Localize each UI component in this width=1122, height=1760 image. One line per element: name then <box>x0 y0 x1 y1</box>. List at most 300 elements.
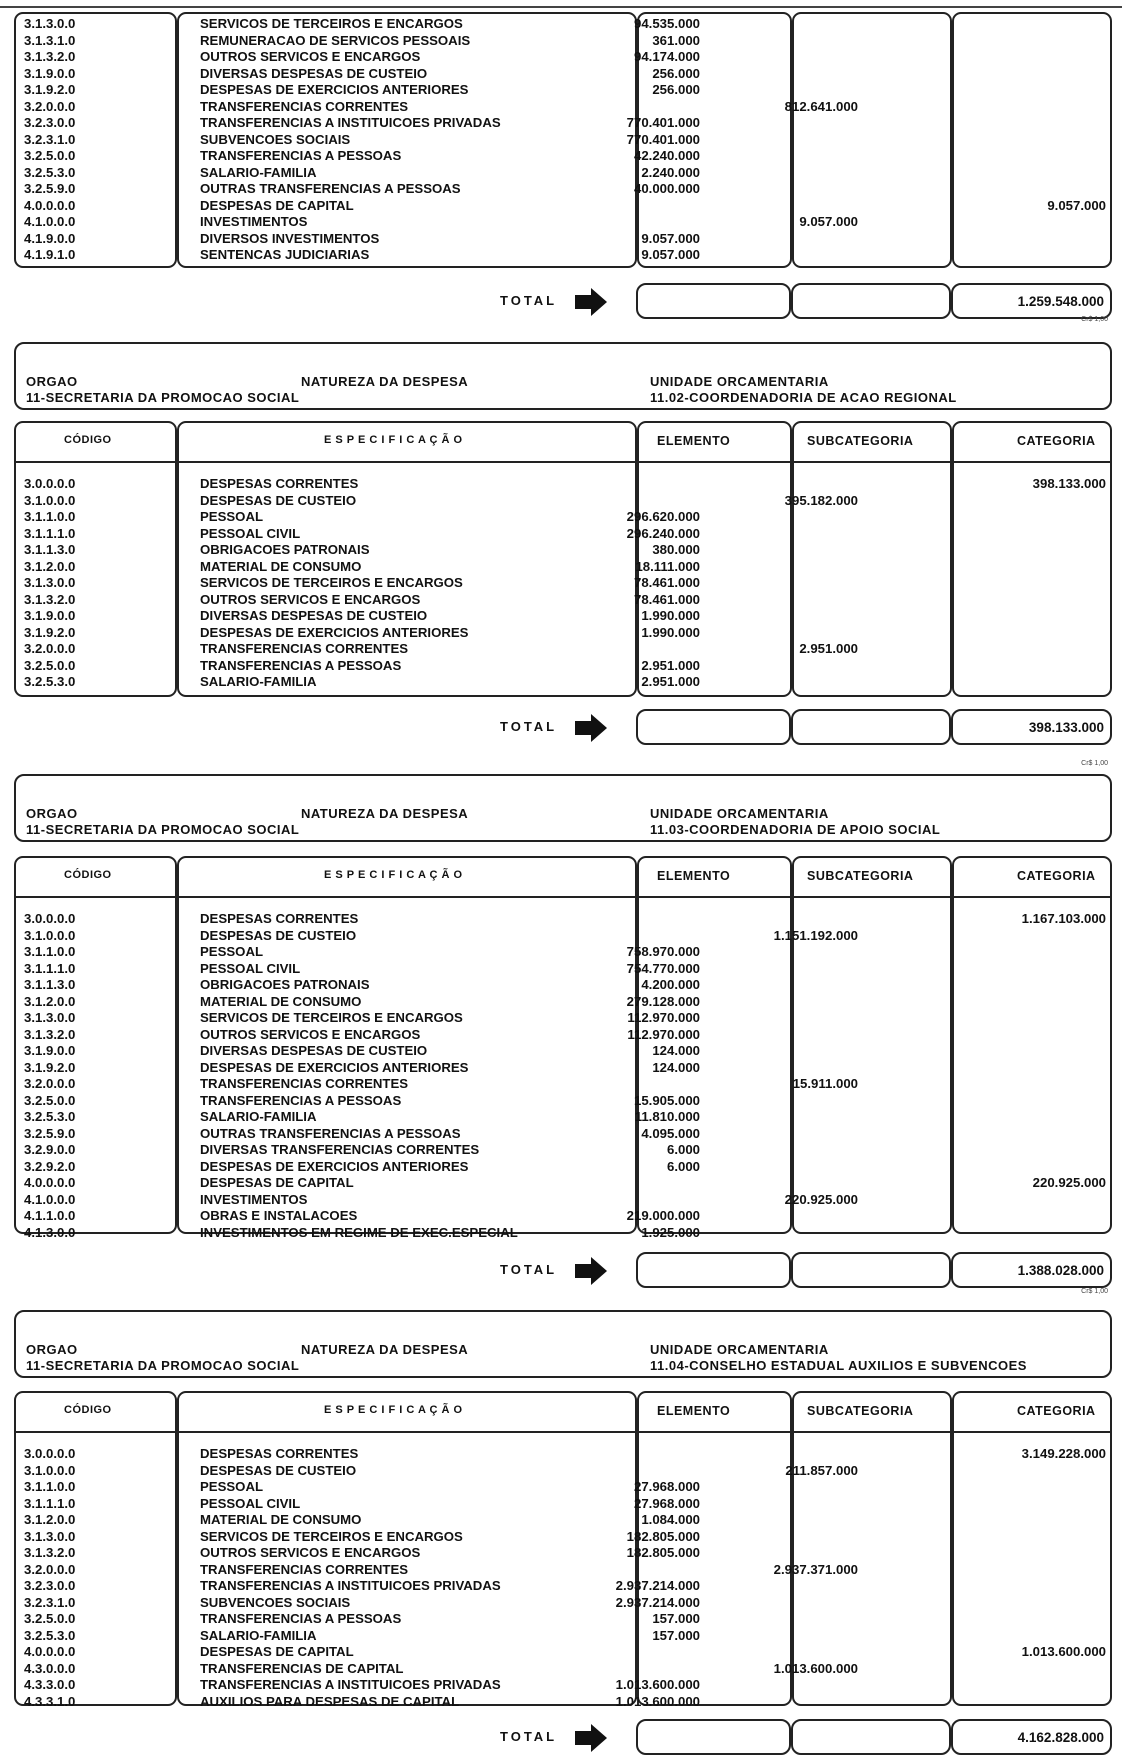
elemento-cell: 157.000 <box>652 1627 700 1643</box>
categoria-cell: 398.133.000 <box>1032 476 1106 491</box>
codigo-cell: 3.1.0.0.0 <box>24 1462 76 1478</box>
table-row <box>14 214 1112 231</box>
especificacao-cell: INVESTIMENTOS <box>200 214 308 229</box>
table-row <box>14 1496 1112 1513</box>
especificacao-cell: SUBVENCOES SOCIAIS <box>200 1594 351 1610</box>
codigo-cell: 3.1.9.0.0 <box>24 1043 76 1058</box>
elemento-cell: 380.000 <box>652 542 700 557</box>
codigo-cell: 4.1.0.0.0 <box>24 1191 76 1207</box>
especificacao-cell: DESPESAS DE CUSTEIO <box>200 1462 357 1478</box>
codigo-cell: 3.1.3.1.0 <box>24 32 76 48</box>
especificacao-cell: TRANSFERENCIAS A PESSOAS <box>200 1611 402 1626</box>
table-row <box>14 1644 1112 1661</box>
elemento-cell: 754.770.000 <box>626 960 700 976</box>
especificacao-cell: DESPESAS DE CAPITAL <box>200 1644 354 1659</box>
codigo-cell: 3.1.3.0.0 <box>24 16 76 31</box>
codigo-cell: 3.1.3.0.0 <box>24 1010 76 1025</box>
codigo-cell: 4.1.9.0.0 <box>24 230 76 246</box>
elemento-cell: 256.000 <box>652 82 700 97</box>
table-row <box>14 911 1112 928</box>
codigo-cell: 3.1.3.0.0 <box>24 575 76 590</box>
table-body <box>14 911 1112 1241</box>
table-row <box>14 1628 1112 1645</box>
elemento-cell: 157.000 <box>652 1611 700 1626</box>
codigo-cell: 3.1.3.0.0 <box>24 1528 76 1544</box>
table-row <box>14 641 1112 658</box>
codigo-cell: 3.1.3.2.0 <box>24 1545 76 1560</box>
elemento-cell: 15.905.000 <box>633 1092 700 1108</box>
section-header-box <box>14 342 1112 410</box>
especificacao-cell: PESSOAL <box>200 1479 264 1494</box>
especificacao-cell: TRANSFERENCIAS A PESSOAS <box>200 148 402 163</box>
codigo-cell: 3.2.0.0.0 <box>24 1561 76 1577</box>
table-row <box>14 1661 1112 1678</box>
codigo-cell: 4.3.0.0.0 <box>24 1660 76 1676</box>
table-row <box>14 1446 1112 1463</box>
elemento-cell: 11.810.000 <box>634 1109 700 1124</box>
especificacao-cell: DESPESAS DE EXERCICIOS ANTERIORES <box>200 1059 469 1075</box>
total-line <box>0 283 1122 323</box>
table-row <box>14 944 1112 961</box>
especificacao-cell: DESPESAS DE EXERCICIOS ANTERIORES <box>200 82 469 97</box>
codigo-cell: 3.2.0.0.0 <box>24 641 76 656</box>
elemento-cell: 1.990.000 <box>641 608 700 623</box>
elemento-cell: 279.128.000 <box>626 993 700 1009</box>
especificacao-cell: SERVICOS DE TERCEIROS E ENCARGOS <box>200 1528 463 1544</box>
header-categoria: CATEGORIA <box>1017 869 1096 883</box>
elemento-cell: 112.970.000 <box>627 1026 700 1042</box>
total-value: 4.162.828.000 <box>951 1719 1112 1755</box>
table-row <box>14 1109 1112 1126</box>
total-label: TOTAL <box>500 1729 558 1744</box>
table-row <box>14 1175 1112 1192</box>
header-codigo: CÓDIGO <box>64 434 112 446</box>
elemento-cell: 219.000.000 <box>626 1208 700 1223</box>
codigo-cell: 3.1.1.3.0 <box>24 542 76 557</box>
subcategoria-cell: 1.013.600.000 <box>773 1660 858 1676</box>
subcategoria-cell: 220.925.000 <box>784 1191 858 1207</box>
elemento-cell: 40.000.000 <box>633 181 700 196</box>
codigo-cell: 3.1.2.0.0 <box>24 558 76 574</box>
codigo-cell: 3.2.9.0.0 <box>24 1142 76 1157</box>
table-row <box>14 1578 1112 1595</box>
especificacao-cell: TRANSFERENCIAS DE CAPITAL <box>200 1660 404 1676</box>
elemento-cell: 2.951.000 <box>641 657 700 673</box>
elemento-cell: 296.620.000 <box>626 509 700 524</box>
especificacao-cell: AUXILIOS PARA DESPESAS DE CAPITAL <box>200 1693 460 1709</box>
codigo-cell: 3.2.5.0.0 <box>24 657 76 673</box>
elemento-cell: 9.057.000 <box>641 230 700 246</box>
elemento-cell: 94.535.000 <box>633 16 700 31</box>
arrow-right-icon <box>575 1257 609 1285</box>
table-row <box>14 1208 1112 1225</box>
especificacao-cell: SERVICOS DE TERCEIROS E ENCARGOS <box>200 575 463 590</box>
table-row <box>14 542 1112 559</box>
natureza-label: NATUREZA DA DESPESA <box>301 1342 469 1357</box>
codigo-cell: 3.1.1.0.0 <box>24 509 76 524</box>
unidade-value: 11.04-CONSELHO ESTADUAL AUXILIOS E SUBVENCOES <box>650 1358 1027 1373</box>
table-row <box>14 1545 1112 1562</box>
elemento-cell: 758.970.000 <box>626 944 700 959</box>
table-row <box>14 198 1112 215</box>
codigo-cell: 4.1.1.0.0 <box>24 1208 76 1223</box>
unidade-label: UNIDADE ORCAMENTARIA <box>650 1342 829 1357</box>
total-label: TOTAL <box>500 1262 558 1277</box>
codigo-cell: 4.1.3.0.0 <box>24 1224 76 1240</box>
orgao-value: 11-SECRETARIA DA PROMOCAO SOCIAL <box>26 390 300 405</box>
table-row <box>14 82 1112 99</box>
especificacao-cell: REMUNERACAO DE SERVICOS PESSOAIS <box>200 32 471 48</box>
especificacao-cell: OUTROS SERVICOS E ENCARGOS <box>200 1545 421 1560</box>
elemento-cell: 18.111.000 <box>635 558 700 574</box>
header-elemento: ELEMENTO <box>657 869 731 883</box>
total-line <box>0 1252 1122 1292</box>
elemento-cell: 256.000 <box>652 65 700 81</box>
categoria-cell: 1.167.103.000 <box>1021 911 1106 926</box>
especificacao-cell: DESPESAS CORRENTES <box>200 911 359 926</box>
table-header-row <box>14 1391 1112 1431</box>
table-row <box>14 148 1112 165</box>
header-especificacao: E S P E C I F I C A Ç Ã O <box>324 434 463 446</box>
codigo-cell: 3.2.5.3.0 <box>24 1109 76 1124</box>
table-row <box>14 99 1112 116</box>
table-row <box>14 592 1112 609</box>
codigo-cell: 3.2.0.0.0 <box>24 98 76 114</box>
unidade-value: 11.03-COORDENADORIA DE APOIO SOCIAL <box>650 822 941 837</box>
codigo-cell: 3.2.3.0.0 <box>24 1578 76 1593</box>
table-row <box>14 165 1112 182</box>
table-row <box>14 994 1112 1011</box>
codigo-cell: 3.2.3.0.0 <box>24 115 76 130</box>
codigo-cell: 4.1.9.1.0 <box>24 247 76 262</box>
codigo-cell: 3.1.1.3.0 <box>24 977 76 992</box>
especificacao-cell: DESPESAS DE EXERCICIOS ANTERIORES <box>200 624 469 640</box>
especificacao-cell: TRANSFERENCIAS A INSTITUICOES PRIVADAS <box>200 115 501 130</box>
table-row <box>14 1060 1112 1077</box>
table-row <box>14 575 1112 592</box>
header-especificacao: E S P E C I F I C A Ç Ã O <box>324 869 463 881</box>
especificacao-cell: DESPESAS CORRENTES <box>200 1446 359 1461</box>
especificacao-cell: DIVERSOS INVESTIMENTOS <box>200 230 380 246</box>
elemento-cell: 296.240.000 <box>626 525 700 541</box>
total-box-subcategoria <box>791 709 951 745</box>
table-row <box>14 49 1112 66</box>
table-row <box>14 608 1112 625</box>
especificacao-cell: DESPESAS DE CUSTEIO <box>200 927 357 943</box>
especificacao-cell: SALARIO-FAMILIA <box>200 1109 317 1124</box>
elemento-cell: 42.240.000 <box>633 148 700 163</box>
header-divider <box>14 461 1112 463</box>
elemento-cell: 4.095.000 <box>641 1125 700 1141</box>
subcategoria-cell: 395.182.000 <box>784 492 858 508</box>
codigo-cell: 3.2.5.0.0 <box>24 1092 76 1108</box>
table-row <box>14 1562 1112 1579</box>
especificacao-cell: SERVICOS DE TERCEIROS E ENCARGOS <box>200 1010 463 1025</box>
table-row <box>14 509 1112 526</box>
header-subcategoria: SUBCATEGORIA <box>807 869 914 883</box>
table-body <box>14 476 1112 691</box>
budget-table <box>14 1391 1112 1709</box>
categoria-cell: 3.149.228.000 <box>1021 1446 1106 1461</box>
orgao-label: ORGAO <box>26 1342 78 1357</box>
especificacao-cell: SALARIO-FAMILIA <box>200 674 317 689</box>
arrow-right-icon <box>575 714 609 742</box>
total-box-subcategoria <box>791 283 951 319</box>
codigo-cell: 3.1.1.1.0 <box>24 960 76 976</box>
top-rule <box>0 6 1122 8</box>
total-box-elemento <box>636 1719 791 1755</box>
header-especificacao: E S P E C I F I C A Ç Ã O <box>324 1404 463 1416</box>
elemento-cell: 182.805.000 <box>626 1528 700 1544</box>
elemento-cell: 9.057.000 <box>641 247 700 262</box>
section-header-box <box>14 774 1112 842</box>
table-body <box>14 16 1112 264</box>
codigo-cell: 3.2.5.0.0 <box>24 148 76 163</box>
elemento-cell: 1.013.600.000 <box>615 1693 700 1709</box>
especificacao-cell: INVESTIMENTOS <box>200 1191 308 1207</box>
unidade-value: 11.02-COORDENADORIA DE ACAO REGIONAL <box>650 390 957 405</box>
especificacao-cell: DIVERSAS TRANSFERENCIAS CORRENTES <box>200 1142 480 1157</box>
table-row <box>14 1479 1112 1496</box>
codigo-cell: 3.1.9.2.0 <box>24 82 76 97</box>
especificacao-cell: PESSOAL <box>200 509 264 524</box>
total-line <box>0 709 1122 749</box>
especificacao-cell: OUTRAS TRANSFERENCIAS A PESSOAS <box>200 181 461 196</box>
elemento-cell: 2.937.214.000 <box>615 1594 700 1610</box>
total-box-subcategoria <box>791 1719 951 1755</box>
total-line <box>0 1719 1122 1759</box>
especificacao-cell: SALARIO-FAMILIA <box>200 164 317 180</box>
codigo-cell: 3.2.9.2.0 <box>24 1158 76 1174</box>
table-row <box>14 1225 1112 1242</box>
elemento-cell: 124.000 <box>652 1059 700 1075</box>
total-box-subcategoria <box>791 1252 951 1288</box>
codigo-cell: 3.1.3.2.0 <box>24 591 76 607</box>
table-body <box>14 1446 1112 1710</box>
table-row <box>14 526 1112 543</box>
categoria-cell: 220.925.000 <box>1032 1175 1106 1190</box>
especificacao-cell: DESPESAS CORRENTES <box>200 476 359 491</box>
codigo-cell: 4.1.0.0.0 <box>24 214 76 229</box>
especificacao-cell: PESSOAL CIVIL <box>200 960 301 976</box>
codigo-cell: 3.2.3.1.0 <box>24 131 76 147</box>
arrow-right-icon <box>575 288 609 316</box>
table-row <box>14 961 1112 978</box>
elemento-cell: 78.461.000 <box>633 591 700 607</box>
table-row <box>14 231 1112 248</box>
elemento-cell: 2.951.000 <box>641 674 700 689</box>
elemento-cell: 1.925.000 <box>641 1224 700 1240</box>
table-row <box>14 1192 1112 1209</box>
elemento-cell: 182.805.000 <box>626 1545 700 1560</box>
codigo-cell: 3.1.9.0.0 <box>24 608 76 623</box>
especificacao-cell: OUTROS SERVICOS E ENCARGOS <box>200 591 421 607</box>
elemento-cell: 770.401.000 <box>626 115 700 130</box>
header-divider <box>14 1431 1112 1433</box>
table-row <box>14 115 1112 132</box>
especificacao-cell: OBRIGACOES PATRONAIS <box>200 977 370 992</box>
table-row <box>14 1529 1112 1546</box>
especificacao-cell: TRANSFERENCIAS A PESSOAS <box>200 657 402 673</box>
table-row <box>14 1595 1112 1612</box>
currency-unit: Cr$ 1,00 <box>1081 316 1108 323</box>
budget-table <box>14 856 1112 1240</box>
elemento-cell: 4.200.000 <box>641 977 700 992</box>
table-row <box>14 1043 1112 1060</box>
subcategoria-cell: 1.151.192.000 <box>773 927 858 943</box>
header-elemento: ELEMENTO <box>657 434 731 448</box>
table-row <box>14 33 1112 50</box>
codigo-cell: 3.1.1.0.0 <box>24 944 76 959</box>
unidade-label: UNIDADE ORCAMENTARIA <box>650 374 829 389</box>
table-row <box>14 476 1112 493</box>
elemento-cell: 2.240.000 <box>641 164 700 180</box>
especificacao-cell: TRANSFERENCIAS CORRENTES <box>200 641 409 656</box>
elemento-cell: 27.968.000 <box>633 1479 700 1494</box>
total-box-elemento <box>636 709 791 745</box>
orgao-value: 11-SECRETARIA DA PROMOCAO SOCIAL <box>26 1358 300 1373</box>
table-row <box>14 1611 1112 1628</box>
especificacao-cell: TRANSFERENCIAS A INSTITUICOES PRIVADAS <box>200 1677 501 1692</box>
codigo-cell: 3.1.1.0.0 <box>24 1479 76 1494</box>
subcategoria-cell: 2.937.371.000 <box>773 1561 858 1577</box>
especificacao-cell: SERVICOS DE TERCEIROS E ENCARGOS <box>200 16 463 31</box>
especificacao-cell: TRANSFERENCIAS CORRENTES <box>200 98 409 114</box>
codigo-cell: 4.3.3.1.0 <box>24 1693 76 1709</box>
header-elemento: ELEMENTO <box>657 1404 731 1418</box>
total-value: 1.388.028.000 <box>951 1252 1112 1288</box>
elemento-cell: 1.084.000 <box>641 1512 700 1527</box>
table-row <box>14 1093 1112 1110</box>
elemento-cell: 770.401.000 <box>626 131 700 147</box>
codigo-cell: 3.2.3.1.0 <box>24 1594 76 1610</box>
table-row <box>14 1694 1112 1711</box>
subcategoria-cell: 812.641.000 <box>784 98 858 114</box>
especificacao-cell: PESSOAL <box>200 944 264 959</box>
codigo-cell: 3.0.0.0.0 <box>24 1446 76 1461</box>
header-categoria: CATEGORIA <box>1017 434 1096 448</box>
codigo-cell: 3.1.1.1.0 <box>24 1495 76 1511</box>
table-row <box>14 658 1112 675</box>
natureza-label: NATUREZA DA DESPESA <box>301 806 469 821</box>
codigo-cell: 4.0.0.0.0 <box>24 1175 76 1190</box>
table-row <box>14 1010 1112 1027</box>
categoria-cell: 1.013.600.000 <box>1021 1644 1106 1659</box>
codigo-cell: 3.0.0.0.0 <box>24 476 76 491</box>
table-row <box>14 181 1112 198</box>
especificacao-cell: OUTROS SERVICOS E ENCARGOS <box>200 1026 421 1042</box>
table-row <box>14 977 1112 994</box>
especificacao-cell: DESPESAS DE EXERCICIOS ANTERIORES <box>200 1158 469 1174</box>
table-row <box>14 1512 1112 1529</box>
table-row <box>14 66 1112 83</box>
elemento-cell: 27.968.000 <box>633 1495 700 1511</box>
table-row <box>14 625 1112 642</box>
codigo-cell: 3.1.9.2.0 <box>24 624 76 640</box>
codigo-cell: 3.1.2.0.0 <box>24 993 76 1009</box>
elemento-cell: 1.990.000 <box>641 624 700 640</box>
especificacao-cell: TRANSFERENCIAS A INSTITUICOES PRIVADAS <box>200 1578 501 1593</box>
especificacao-cell: SUBVENCOES SOCIAIS <box>200 131 351 147</box>
especificacao-cell: PESSOAL CIVIL <box>200 525 301 541</box>
codigo-cell: 3.1.0.0.0 <box>24 927 76 943</box>
subcategoria-cell: 211.857.000 <box>785 1462 858 1478</box>
header-subcategoria: SUBCATEGORIA <box>807 434 914 448</box>
total-label: TOTAL <box>500 293 558 308</box>
table-row <box>14 1076 1112 1093</box>
table-row <box>14 1159 1112 1176</box>
header-codigo: CÓDIGO <box>64 1404 112 1416</box>
codigo-cell: 3.2.5.3.0 <box>24 164 76 180</box>
total-value: 398.133.000 <box>951 709 1112 745</box>
total-box-elemento <box>636 1252 791 1288</box>
currency-unit: Cr$ 1,00 <box>1081 760 1108 767</box>
especificacao-cell: DIVERSAS DESPESAS DE CUSTEIO <box>200 65 428 81</box>
codigo-cell: 3.2.5.3.0 <box>24 674 76 689</box>
elemento-cell: 94.174.000 <box>633 49 700 64</box>
natureza-label: NATUREZA DA DESPESA <box>301 374 469 389</box>
table-row <box>14 559 1112 576</box>
especificacao-cell: INVESTIMENTOS EM REGIME DE EXEC.ESPECIAL <box>200 1224 518 1240</box>
codigo-cell: 3.2.0.0.0 <box>24 1076 76 1091</box>
budget-table <box>14 421 1112 697</box>
especificacao-cell: TRANSFERENCIAS CORRENTES <box>200 1076 409 1091</box>
especificacao-cell: SENTENCAS JUDICIARIAS <box>200 247 370 262</box>
codigo-cell: 3.2.5.0.0 <box>24 1611 76 1626</box>
subcategoria-cell: 2.951.000 <box>799 641 858 656</box>
elemento-cell: 78.461.000 <box>633 575 700 590</box>
especificacao-cell: SALARIO-FAMILIA <box>200 1627 317 1643</box>
table-row <box>14 16 1112 33</box>
especificacao-cell: DESPESAS DE CAPITAL <box>200 197 354 213</box>
total-box-elemento <box>636 283 791 319</box>
orgao-value: 11-SECRETARIA DA PROMOCAO SOCIAL <box>26 822 300 837</box>
elemento-cell: 124.000 <box>652 1043 700 1058</box>
codigo-cell: 3.0.0.0.0 <box>24 911 76 926</box>
table-row <box>14 493 1112 510</box>
especificacao-cell: OUTRAS TRANSFERENCIAS A PESSOAS <box>200 1125 461 1141</box>
budget-table <box>14 12 1112 268</box>
currency-unit: Cr$ 1,00 <box>1081 1288 1108 1295</box>
subcategoria-cell: 9.057.000 <box>799 214 858 229</box>
especificacao-cell: OBRIGACOES PATRONAIS <box>200 542 370 557</box>
total-value: 1.259.548.000 <box>951 283 1112 319</box>
especificacao-cell: TRANSFERENCIAS A PESSOAS <box>200 1092 402 1108</box>
especificacao-cell: MATERIAL DE CONSUMO <box>200 1512 362 1527</box>
subcategoria-cell: 15.911.000 <box>792 1076 858 1091</box>
header-categoria: CATEGORIA <box>1017 1404 1096 1418</box>
especificacao-cell: DIVERSAS DESPESAS DE CUSTEIO <box>200 1043 428 1058</box>
section-header-box <box>14 1310 1112 1378</box>
elemento-cell: 6.000 <box>666 1158 700 1174</box>
codigo-cell: 3.2.5.3.0 <box>24 1627 76 1643</box>
elemento-cell: 6.000 <box>666 1142 700 1157</box>
codigo-cell: 3.1.9.0.0 <box>24 65 76 81</box>
table-row <box>14 928 1112 945</box>
codigo-cell: 3.1.3.2.0 <box>24 49 76 64</box>
especificacao-cell: TRANSFERENCIAS CORRENTES <box>200 1561 409 1577</box>
elemento-cell: 1.013.600.000 <box>615 1677 700 1692</box>
especificacao-cell: PESSOAL CIVIL <box>200 1495 301 1511</box>
total-label: TOTAL <box>500 719 558 734</box>
header-codigo: CÓDIGO <box>64 869 112 881</box>
header-subcategoria: SUBCATEGORIA <box>807 1404 914 1418</box>
table-row <box>14 132 1112 149</box>
codigo-cell: 3.1.2.0.0 <box>24 1512 76 1527</box>
orgao-label: ORGAO <box>26 806 78 821</box>
codigo-cell: 3.2.5.9.0 <box>24 181 76 196</box>
table-header-row <box>14 856 1112 896</box>
